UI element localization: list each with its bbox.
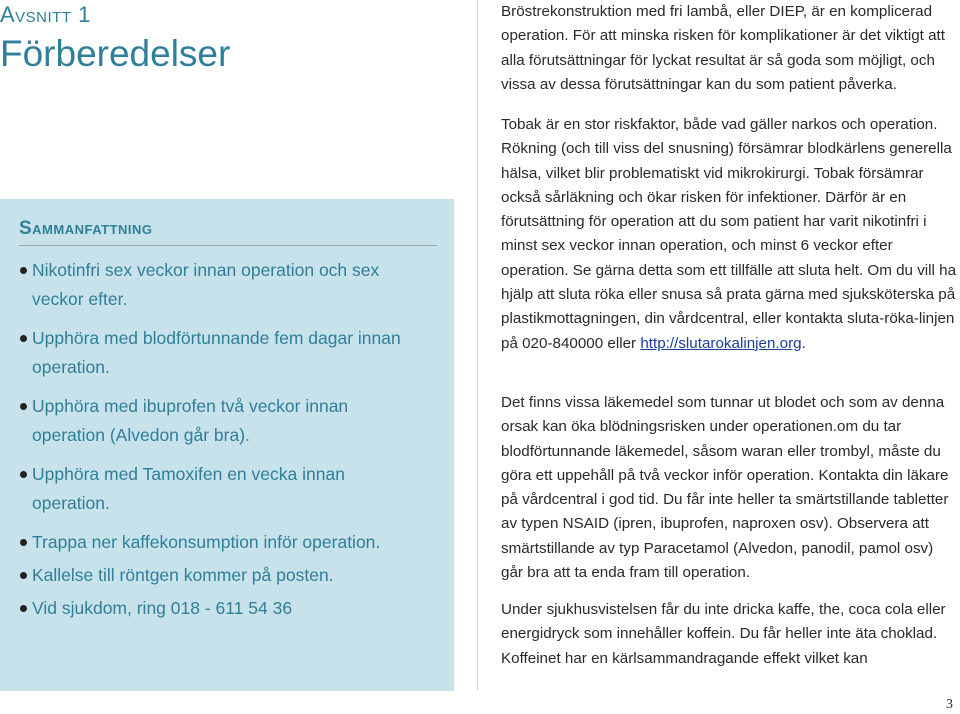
bullet-icon <box>20 335 27 342</box>
section-label: Avsnitt 1 <box>0 2 91 27</box>
medication-paragraph: Det finns vissa läkemedel som tunnar ut blodet och som av denna orsak kan öka blödningsrisken under operationen.om du tar blodförtunnande läkemedel, såsom waran eller trombyl, måste du göra ett uppehåll på två veckor inför operation. Kontakta din läkare på vårdcentral i god tid. Du får inte heller ta smärtstillande tabletter av typen NSAID (ipren, ibuprofen, naproxen osv). Observera att smärtstillande av typ Paracetamol (Alvedon, panodil, pamol osv) går bra att ta enda fram till operation. <box>501 394 949 582</box>
summary-item-illness-phone: Vid sjukdom, ring 018 - 611 54 36 <box>19 594 424 623</box>
tobacco-paragraph <box>501 113 958 356</box>
bullet-icon <box>20 605 27 612</box>
tobacco-text: Tobak är en stor riskfaktor, både vad gäller narkos och operation. Rökning (och till viss del snusning) försämrar blodkärlens generella hälsa, vilket blir problematiskt vid mikrokirurgi. Tobak försämrar också sårläkning och ökar risken för infektioner. Därför är en förutsättning för operation att du som patient har varit nikotinfri i minst sex veckor innan operation, och minst 6 veckor efter operation. Se gärna detta som ett tillfälle att sluta helt. Om du vill ha hjälp att sluta röka eller snusa så prata gärna med sjuksköterska på plastikmottagningen, din vårdcentral, eller kontakta sluta-röka-linjen på 020-840000 eller <box>501 116 957 352</box>
summary-item-coffee: Trappa ner kaffekonsumption inför operation. <box>19 528 424 557</box>
slutarokalinjen-link[interactable]: http://slutarokalinjen.org <box>640 334 802 352</box>
bullet-icon <box>20 403 27 410</box>
page-number: 3 <box>946 697 953 712</box>
summary-item-xray: Kallelse till röntgen kommer på posten. <box>19 561 424 590</box>
page-title: Förberedelser <box>0 33 231 74</box>
column-divider <box>477 0 478 690</box>
summary-list <box>19 256 424 633</box>
summary-item-ibuprofen: Upphöra med ibuprofen två veckor innan operation (Alvedon går bra). <box>19 392 424 450</box>
bullet-icon <box>20 267 27 274</box>
summary-divider <box>19 245 437 246</box>
summary-item-blood-thinners: Upphöra med blodförtunnande fem dagar innan operation. <box>19 324 424 382</box>
tobacco-text-end: . <box>801 334 806 352</box>
bullet-icon <box>20 471 27 478</box>
summary-heading: Sammanfattning <box>19 218 153 239</box>
summary-item-tamoxifen: Upphöra med Tamoxifen en vecka innan operation. <box>19 460 424 518</box>
summary-item-nicotine: Nikotinfri sex veckor innan operation och sex veckor efter. <box>19 256 424 314</box>
bullet-icon <box>20 572 27 579</box>
intro-paragraph: Bröstrekonstruktion med fri lambå, eller DIEP, är en komplicerad operation. För att minska risken för komplikationer är det viktigt att alla förutsättningar för lyckat resultat är så goda som möjligt, och vissa av dessa förutsättningar kan du som patient påverka. <box>501 3 945 93</box>
bullet-icon <box>20 539 27 546</box>
caffeine-paragraph: Under sjukhusvistelsen får du inte dricka kaffe, the, coca cola eller energidryck som innehåller koffein. Du får heller inte äta choklad. Koffeinet har en kärlsammandragande effekt vilket kan <box>501 601 946 667</box>
